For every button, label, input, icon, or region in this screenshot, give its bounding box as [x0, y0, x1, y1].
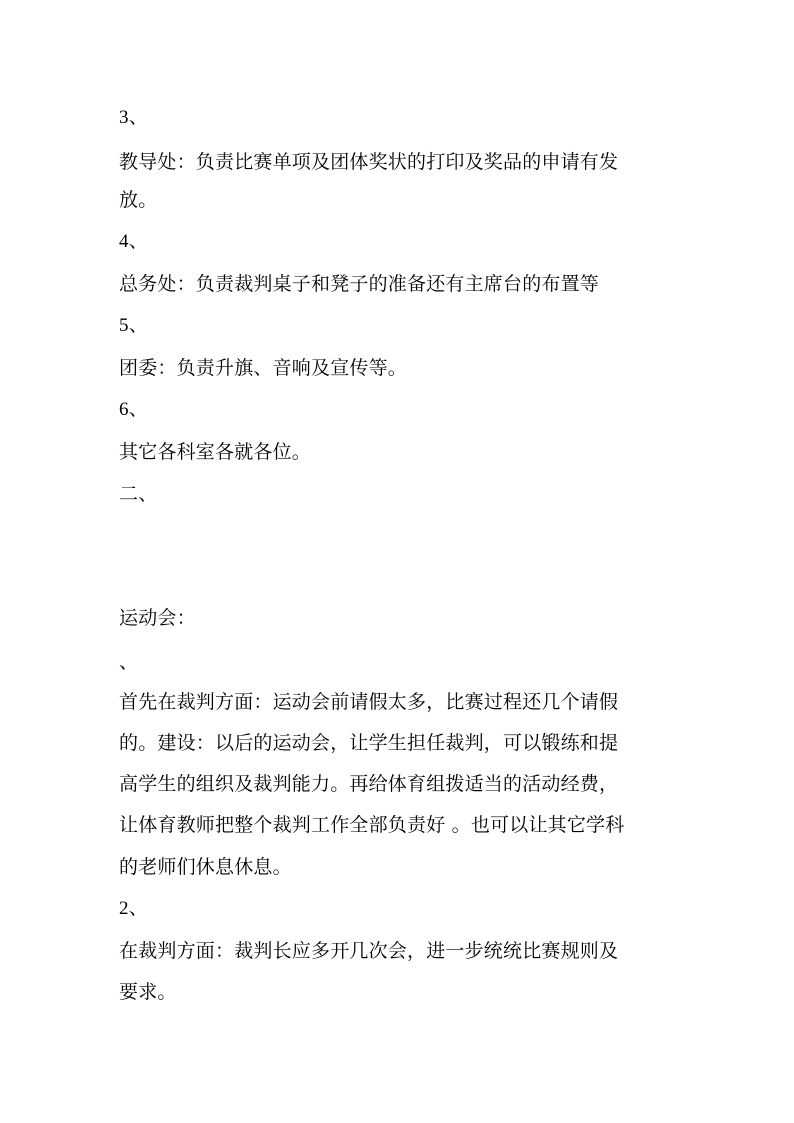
section-2-number: 二、	[119, 483, 158, 505]
paragraph-1-line-5: 的老师们休息休息。	[119, 856, 292, 878]
item-3-text-line-2: 放。	[119, 189, 158, 211]
item-number-4: 4、	[119, 231, 148, 252]
section-2-mark: 、	[119, 651, 139, 673]
item-5-text: 团委：负责升旗、音响及宣传等。	[119, 357, 408, 379]
paragraph-1-line-4: 让体育教师把整个裁判工作全部负责好 。也可以让其它学科	[119, 814, 625, 836]
item-number-6: 6、	[119, 399, 148, 420]
paragraph-1-line-3: 高学生的组织及裁判能力。再给体育组拨适当的活动经费，	[119, 773, 619, 795]
paragraph-2-line-1: 在裁判方面：裁判长应多开几次会，进一步统统比赛规则及	[119, 940, 619, 962]
item-number-5: 5、	[119, 315, 148, 336]
item-4-text: 总务处：负责裁判桌子和凳子的准备还有主席台的布置等	[119, 273, 600, 295]
paragraph-2-line-2: 要求。	[119, 981, 177, 1003]
item-3-text-line-1: 教导处：负责比赛单项及团体奖状的打印及奖品的申请有发	[119, 151, 619, 173]
section-2-title: 运动会：	[119, 607, 196, 629]
paragraph-1-line-1: 首先在裁判方面：运动会前请假太多，比赛过程还几个请假	[119, 691, 619, 713]
item-number-3: 3、	[119, 107, 148, 128]
item-number-2: 2、	[119, 898, 148, 919]
paragraph-1-line-2: 的。建设：以后的运动会，让学生担任裁判，可以锻练和提	[119, 732, 619, 754]
item-6-text: 其它各科室各就各位。	[119, 441, 312, 463]
